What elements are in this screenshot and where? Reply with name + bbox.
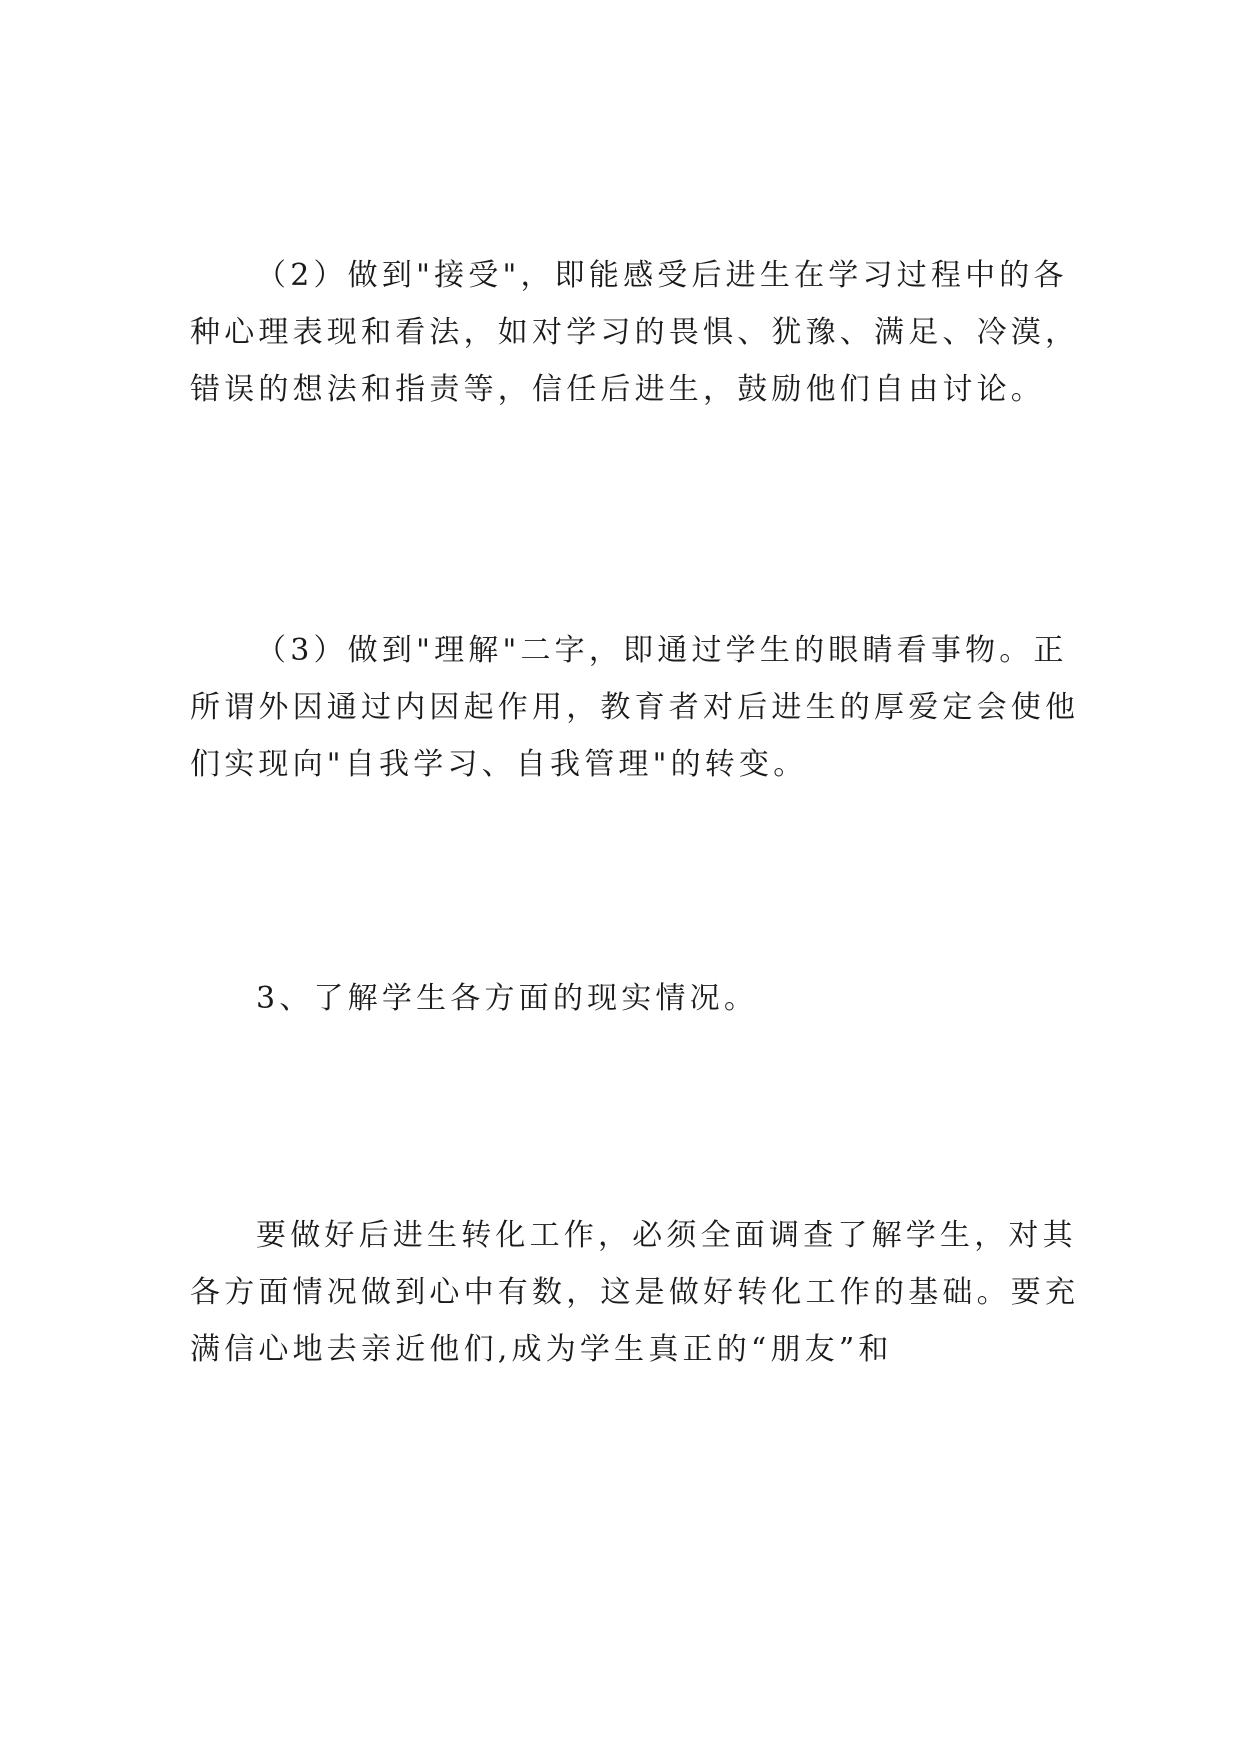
paragraph-understand (190, 622, 1080, 793)
paragraph-line: 要做好后进生转化工作，必须全面调查了解学生，对其 (256, 1218, 1077, 1253)
paragraph-accept (190, 247, 1080, 418)
paragraph-line: （2）做到"接受"，即能感受后进生在学习过程中的各 (256, 258, 1068, 293)
paragraph-line: （3）做到"理解"二字，即通过学生的眼睛看事物。正 (256, 633, 1068, 668)
paragraph-line: 各方面情况做到心中有数，这是做好转化工作的基础。要充 (190, 1275, 1080, 1310)
paragraph-transform-work (190, 1207, 1080, 1378)
section-heading (190, 970, 1056, 1027)
paragraph-line: 所谓外因通过内因起作用，教育者对后进生的厚爱定会使他 (190, 690, 1080, 725)
heading-line: 3、了解学生各方面的现实情况。 (256, 981, 759, 1016)
paragraph-line: 们实现向"自我学习、自我管理"的转变。 (190, 747, 808, 782)
paragraph-line: 种心理表现和看法，如对学习的畏惧、犹豫、满足、冷漠， (190, 315, 1080, 350)
paragraph-line: 满信心地去亲近他们,成为学生真正的“朋友”和 (190, 1332, 893, 1367)
paragraph-line: 错误的想法和指责等，信任后进生，鼓励他们自由讨论。 (190, 372, 1045, 407)
